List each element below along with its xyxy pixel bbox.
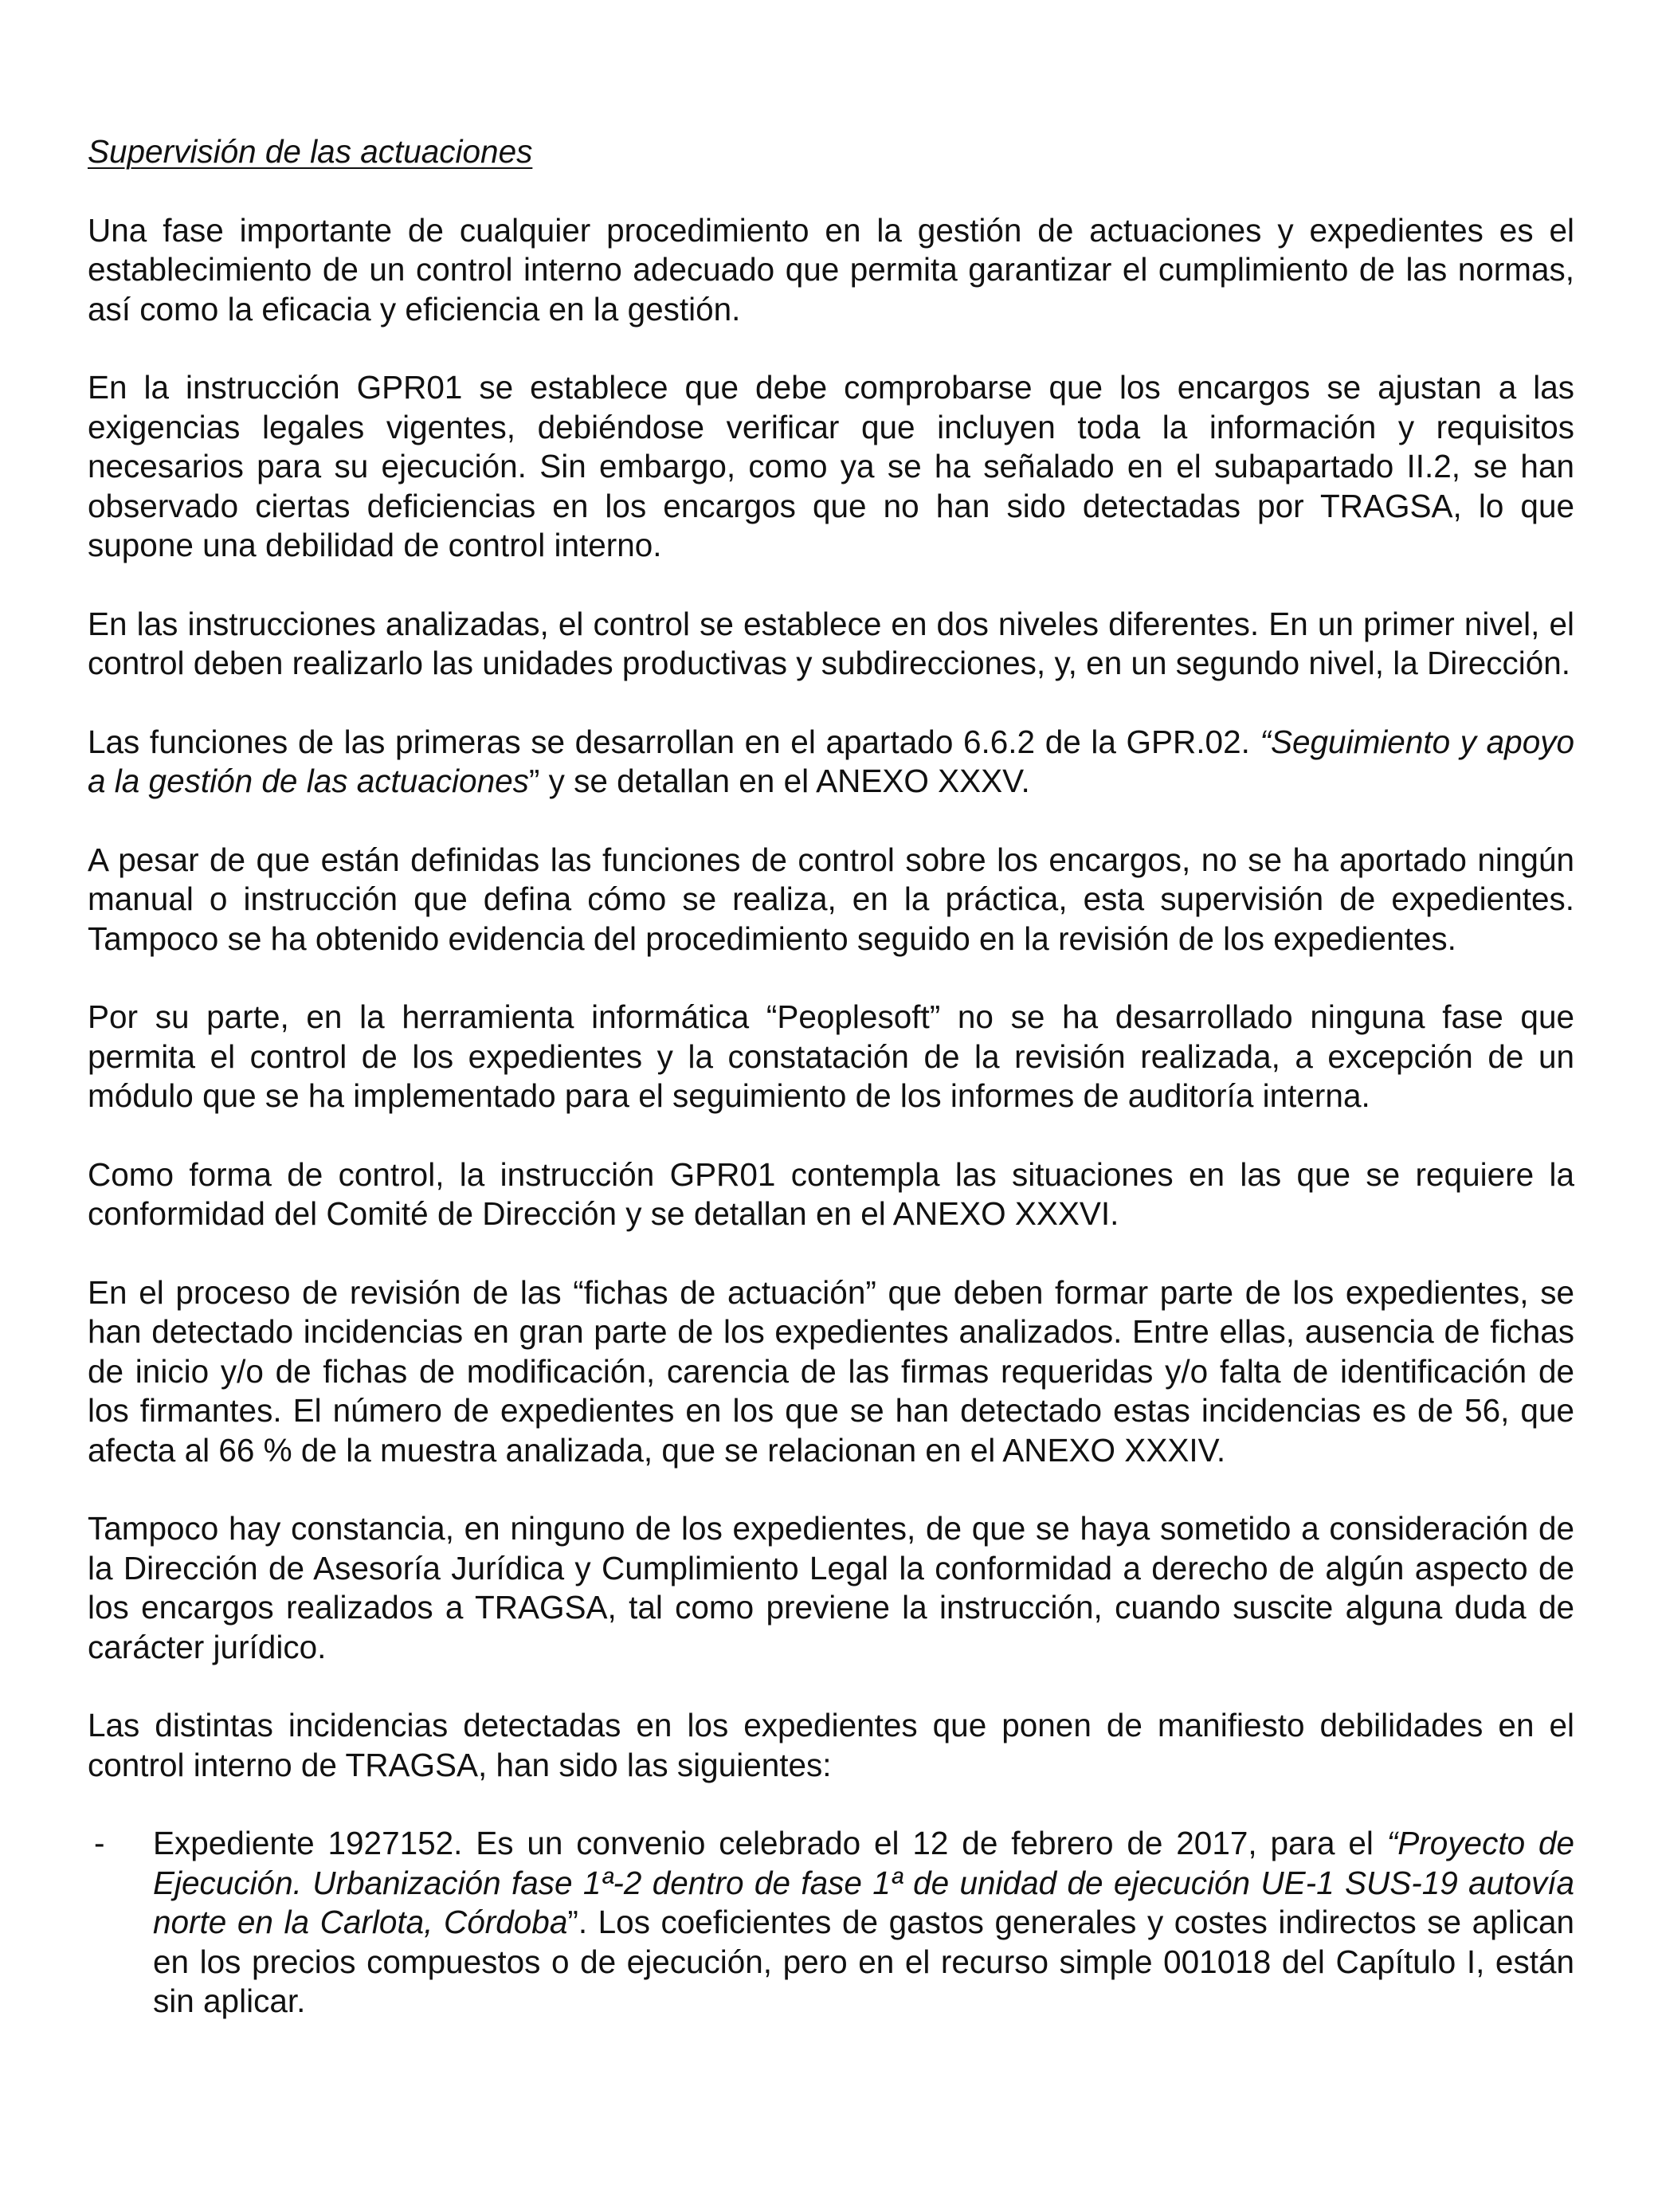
incident-list	[88, 1824, 1574, 2022]
list-item-text: Expediente 1927152. Es un convenio celebrado el 12 de febrero de 2017, para el	[153, 1825, 1387, 1861]
document-page	[88, 132, 1574, 2022]
list-item-italic-title: “Proyecto de Ejecución. Urbanización fase 1ª-2 dentro de fase 1ª de unidad de ejecución UE-1 SUS-19 autovía norte en la Carlota, Córdoba	[153, 1825, 1574, 1940]
paragraph-9: Tampoco hay constancia, en ninguno de los expedientes, de que se haya sometido a consideración de la Dirección de Asesoría Jurídica y Cumplimiento Legal la conformidad a derecho de algún aspecto de los encargos realizados a TRAGSA, tal como previene la instrucción, cuando suscite alguna duda de carácter jurídico.	[88, 1510, 1574, 1665]
paragraph-4	[88, 723, 1574, 802]
paragraph-5: A pesar de que están definidas las funciones de control sobre los encargos, no se ha aportado ningún manual o instrucción que defina cómo se realiza, en la práctica, esta supervisión de expedientes. Tampoco se ha obtenido evidencia del procedimiento seguido en la revisión de los expedientes.	[88, 841, 1574, 957]
paragraph-4-text: Las funciones de las primeras se desarrollan en el apartado 6.6.2 de la GPR.02.	[88, 723, 1260, 760]
paragraph-6: Por su parte, en la herramienta informática “Peoplesoft” no se ha desarrollado ninguna fase que permita el control de los expedientes y la constatación de la revisión realizada, a excepción de un módulo que se ha implementado para el seguimiento de los informes de auditoría interna.	[88, 998, 1574, 1114]
paragraph-4-italic-title: “Seguimiento y apoyo a la gestión de las actuaciones	[88, 723, 1575, 799]
section-heading: Supervisión de las actuaciones	[88, 133, 533, 170]
list-item	[88, 1824, 1574, 2022]
paragraph-3: En las instrucciones analizadas, el control se establece en dos niveles diferentes. En un primer nivel, el control deben realizarlo las unidades productivas y subdirecciones, y, en un segundo nivel, la Dirección.	[88, 605, 1574, 681]
bullet-dash: -	[94, 1825, 105, 1861]
paragraph-2: En la instrucción GPR01 se establece que debe comprobarse que los encargos se ajustan a las exigencias legales vigentes, debiéndose verificar que incluyen toda la información y requisitos necesarios para su ejecución. Sin embargo, como ya se ha señalado en el subapartado II.2, se han observado ciertas deficiencias en los encargos que no han sido detectadas por TRAGSA, lo que supone una debilidad de control interno.	[88, 369, 1574, 563]
paragraph-8: En el proceso de revisión de las “fichas de actuación” que deben formar parte de los expedientes, se han detectado incidencias en gran parte de los expedientes analizados. Entre ellas, ausencia de fichas de inicio y/o de fichas de modificación, carencia de las firmas requeridas y/o falta de identificación de los firmantes. El número de expedientes en los que se han detectado estas incidencias es de 56, que afecta al 66 % de la muestra analizada, que se relacionan en el ANEXO XXXIV.	[88, 1273, 1574, 1469]
paragraph-10: Las distintas incidencias detectadas en los expedientes que ponen de manifiesto debilidades en el control interno de TRAGSA, han sido las siguientes:	[88, 1707, 1574, 1783]
list-item-tail: ”. Los coeficientes de gastos generales y costes indirectos se aplican en los precios compuestos o de ejecución, pero en el recurso simple 001018 del Capítulo I, están sin aplicar.	[153, 1904, 1574, 2019]
paragraph-7: Como forma de control, la instrucción GPR01 contempla las situaciones en las que se requiere la conformidad del Comité de Dirección y se detallan en el ANEXO XXXVI.	[88, 1155, 1574, 1232]
paragraph-1: Una fase importante de cualquier procedimiento en la gestión de actuaciones y expedientes es el establecimiento de un control interno adecuado que permita garantizar el cumplimiento de las normas, así como la eficacia y eficiencia en la gestión.	[88, 211, 1574, 327]
paragraph-4-tail: ” y se detallan en el ANEXO XXXV.	[528, 763, 1030, 799]
